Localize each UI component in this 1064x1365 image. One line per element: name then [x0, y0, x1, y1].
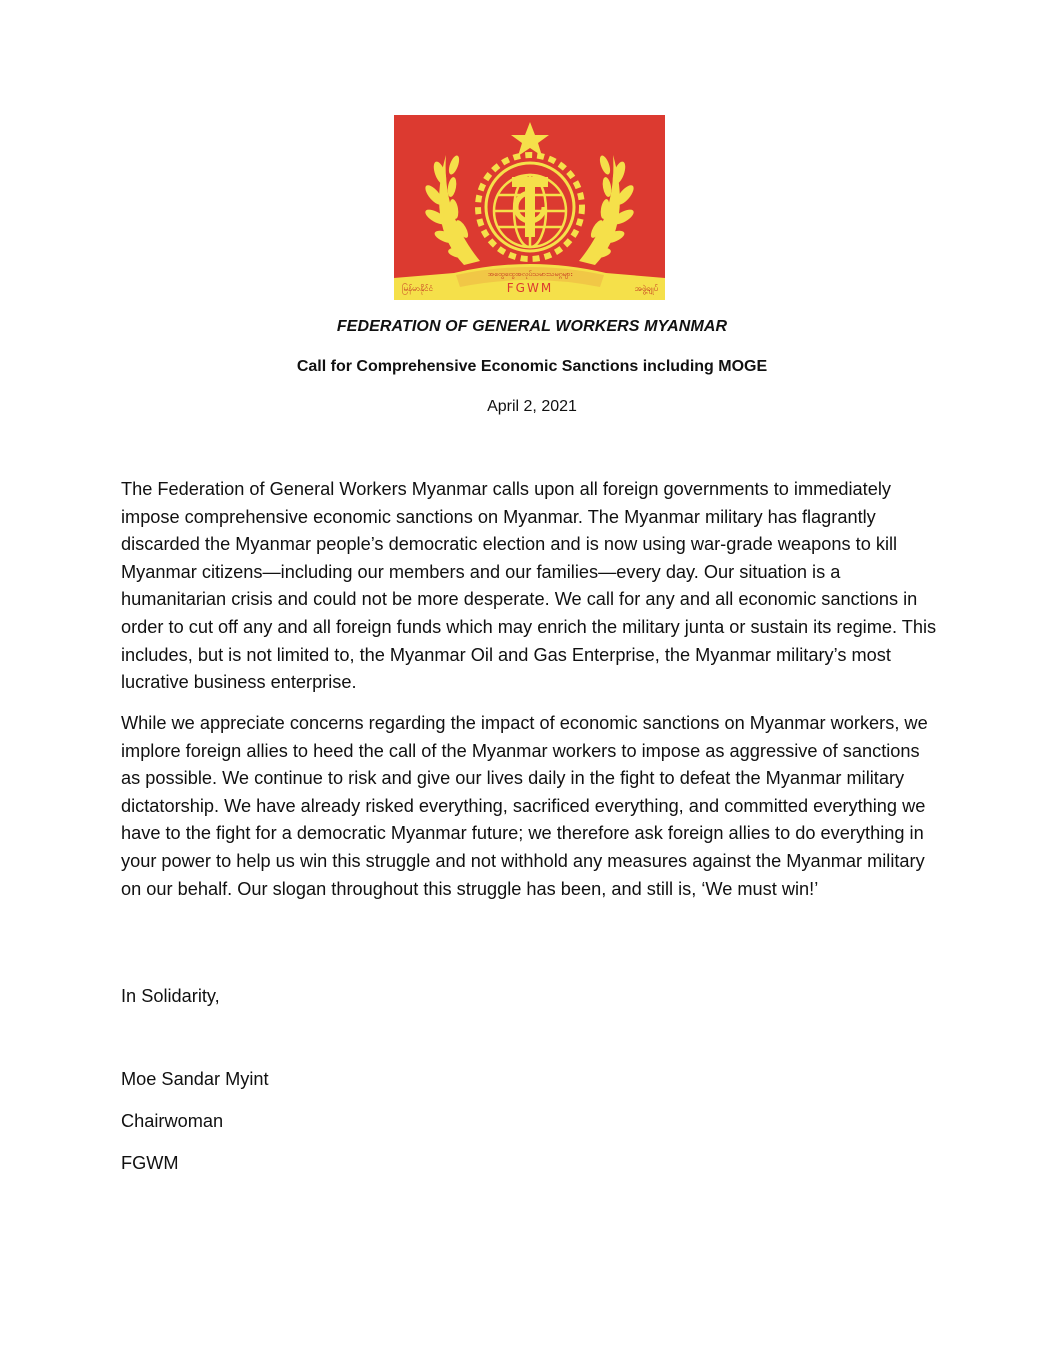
org-title: FEDERATION OF GENERAL WORKERS MYANMAR — [336, 318, 728, 335]
closing-salutation: In Solidarity, — [121, 986, 220, 1006]
signatory-name: Moe Sandar Myint — [121, 1069, 269, 1089]
signatory-organization: FGWM — [121, 1153, 179, 1173]
logo-banner-right-text: အဖွဲ့ချုပ် — [634, 284, 658, 293]
body-paragraph-2: While we appreciate concerns regarding the impact of economic sanctions on Myanmar workers, we implore foreign allies to heed the call of the Myanmar workers to impose as aggressive of sanctions as possible. We continue to risk and give our lives daily in the fight to defeat the Myanmar military dictatorship. We have already risked everything, sacrificed everything, and committed everything we have to the fight for a democratic Myanmar future; we therefore ask foreign allies to do everything in your power to help us win this struggle and not withhold any measures against the Myanmar military on our behalf. Our slogan throughout this struggle has been, and still is, ‘We must win!’ — [121, 713, 928, 899]
letter-date: April 2, 2021 — [487, 398, 577, 415]
body-paragraph-1: The Federation of General Workers Myanmar calls upon all foreign governments to immediately impose comprehensive economic sanctions on Myanmar. The Myanmar military has flagrantly discarded the Myanmar people’s democratic election and is now using war-grade weapons to kill Myanmar citizens—including our members and our families—every day. Our situation is a humanitarian crisis and could not be more desperate. We call for any and all economic sanctions in order to cut off any and all foreign funds which may enrich the military junta or sustain its regime. This includes, but is not limited to, the Myanmar Oil and Gas Enterprise, the Myanmar military’s most lucrative business enterprise. — [121, 479, 937, 693]
letter-subject: Call for Comprehensive Economic Sanctions including MOGE — [296, 358, 768, 375]
logo-banner-text: အထွေထွေအလုပ်သမားသမဂ္ဂများ — [487, 270, 573, 278]
signatory-title: Chairwoman — [121, 1111, 224, 1131]
logo-banner-left-text: မြန်မာနိုင်ငံ — [402, 284, 433, 293]
fgwm-logo — [394, 115, 665, 300]
logo-label-text: FGWM — [506, 281, 554, 295]
fgwm-emblem-icon — [394, 115, 665, 300]
